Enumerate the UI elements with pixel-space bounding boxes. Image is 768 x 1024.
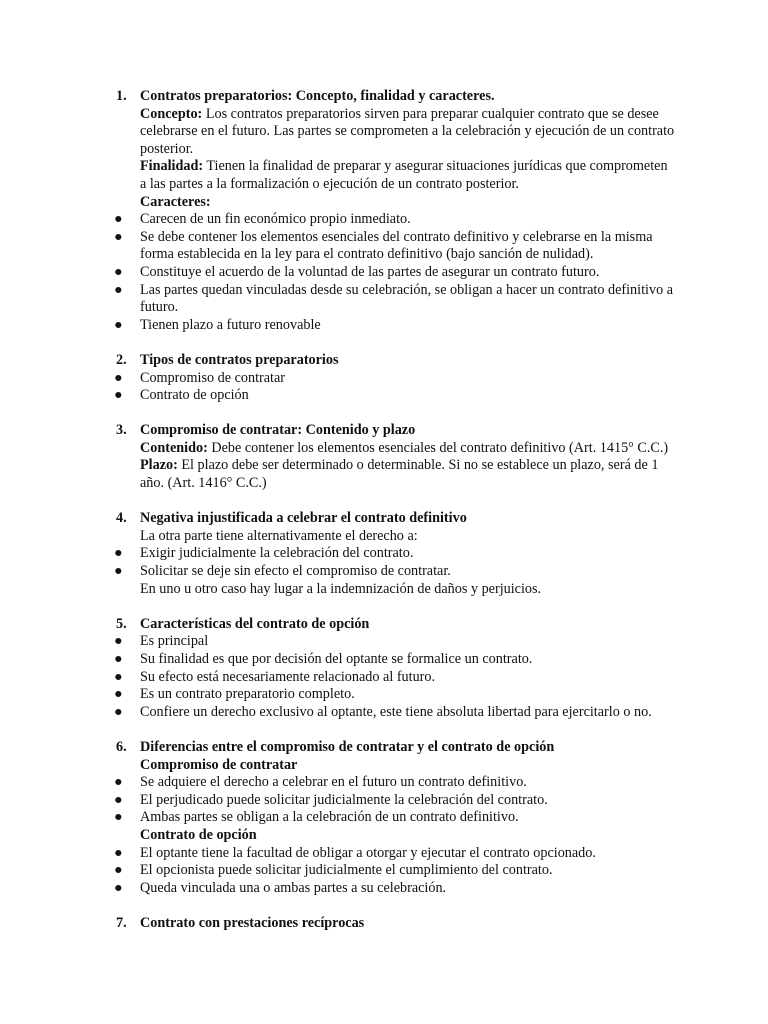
bullet-icon: ● <box>114 879 123 896</box>
section-number: 2. <box>116 351 127 368</box>
section-number: 3. <box>116 422 127 439</box>
section-2-heading <box>113 352 708 370</box>
section-title: Tipos de contratos preparatorios <box>140 351 339 368</box>
label-concepto: Concepto: <box>140 105 203 122</box>
bullet-icon: ● <box>114 387 123 404</box>
paragraph-contenido: Contenido: Debe contener los elementos esenciales del contrato definitivo (Art. 1415° C.C.) <box>140 439 669 456</box>
list-item: ● Las partes quedan vinculadas desde su celebración, se obligan a hacer un contrato definitivo a <box>114 281 674 298</box>
list-item: ● Compromiso de contratar <box>114 369 285 386</box>
list-item: ● Es principal <box>114 633 209 650</box>
list-item: ● Se adquiere el derecho a celebrar en el futuro un contrato definitivo. <box>114 774 527 791</box>
list-item: ● El perjudicado puede solicitar judicialmente la celebración del contrato. <box>114 791 548 808</box>
section-number: 1. <box>116 88 127 104</box>
section-number: 6. <box>116 738 127 755</box>
section-1-heading <box>113 88 708 106</box>
list-item: ● Queda vinculada una o ambas partes a su celebración. <box>114 879 447 896</box>
bullet-icon: ● <box>114 228 123 245</box>
subheading-compromiso: Compromiso de contratar <box>140 756 298 773</box>
bullet-icon: ● <box>114 703 123 720</box>
section-title: Características del contrato de opción <box>140 615 370 632</box>
bullet-icon: ● <box>114 281 123 298</box>
section-3-heading <box>113 422 708 440</box>
section-title: Contratos preparatorios: Concepto, finalidad y caracteres. <box>140 88 495 104</box>
bullet-icon: ● <box>114 369 123 386</box>
label-plazo: Plazo: <box>140 457 178 474</box>
bullet-icon: ● <box>114 316 123 333</box>
bullet-icon: ● <box>114 651 123 667</box>
bullet-icon: ● <box>114 211 123 228</box>
bullet-icon: ● <box>114 633 123 650</box>
list-item: ● Ambas partes se obligan a la celebración de un contrato definitivo. <box>114 809 519 826</box>
section-title: Diferencias entre el compromiso de contratar y el contrato de opción <box>140 738 555 755</box>
bullet-icon: ● <box>114 545 123 562</box>
section-number: 5. <box>116 615 127 632</box>
bullet-icon: ● <box>114 844 123 861</box>
list-item: ● Solicitar se deje sin efecto el compromiso de contratar. <box>114 563 451 580</box>
section-title: Negativa injustificada a celebrar el contrato definitivo <box>140 510 467 527</box>
section-5-heading <box>113 616 708 634</box>
bullet-icon: ● <box>114 686 123 703</box>
bullet-icon: ● <box>114 774 123 791</box>
bullet-icon: ● <box>114 263 123 280</box>
section-title: Compromiso de contratar: Contenido y plazo <box>140 422 416 439</box>
list-item: ● Su efecto está necesariamente relacionado al futuro. <box>114 668 436 685</box>
bullet-icon: ● <box>114 791 123 808</box>
section-6-heading <box>113 739 708 757</box>
label-finalidad: Finalidad: <box>140 158 204 175</box>
paragraph-concepto: Concepto: Los contratos preparatorios sirven para preparar cualquier contrato que se desee <box>140 105 659 122</box>
list-item: ● Contrato de opción <box>114 387 249 404</box>
list-item: ● El optante tiene la facultad de obligar a otorgar y ejecutar el contrato opcionado. <box>114 844 596 861</box>
list-item: ● Exigir judicialmente la celebración del contrato. <box>114 545 414 562</box>
document-page: 1. Contratos preparatorios: Concepto, finalidad y caracteres. Concepto: Los contratos preparatorios sirven para preparar cualquier contrato que se desee celebrarse en el futuro. Las partes se comprometen a la celebración y ejecución de un contrato posterior. Finalidad: Tienen la finalidad de preparar y asegurar situaciones jurídicas que comprometen a las partes a la formalización o ejecución de un contrato posterior. Caracteres: ● Carecen de un fin económico propio inmediato. ● Se debe contener los elementos esenciales del contrato definitivo y celebrarse en la misma forma establecida en la ley para el contrato definitivo (bajo sanción de nulidad). ● Constituye el acuerdo de la voluntad de las partes de asegurar un contrato futuro. ● Las partes quedan vinculadas desde su celebración, se obligan a hacer un contrato definitivo a futuro. ● Tienen plazo a futuro renovable 2. Tipos de contratos preparatorios ● Compromiso de contratar ● Contrato de opción 3. Compromiso de contratar: Contenido y plazo Contenido: Debe contener los elementos esenciales del contrato definitivo (Art. 1415° C.C.) Plazo: El plazo debe ser determinado o determinable. Si no se establece un plazo, será de 1 año. (Art. 1416° C.C.) 4. Negativa injustificada a celebrar el contrato definitivo La otra parte tiene alternativamente el derecho a: ● Exigir judicialmente la celebración del contrato. ● Solicitar se deje sin efecto el compromiso de contratar. En uno u otro caso hay lugar a la indemnización de daños y perjuicios. 5. Características del contrato de opción ● Es principal ● Su finalidad es que por decisión del optante se formalice un contrato. ● Su efecto está necesariamente relacionado al futuro. ● Es un contrato preparatorio completo. ● Confiere un derecho exclusivo al optante, este tiene absoluta libertad para ejercitarlo o no. 6. Diferencias entre el compromiso de contratar y el contrato de opción Compromiso de contratar ● Se adquiere el derecho a celebrar en el futuro un contrato definitivo. ● El perjudicado puede solicitar judicialmente la celebración del contrato. ● Ambas partes se obligan a la celebración de un contrato definitivo. Contrato de opción ● El optante tiene la facultad de obligar a otorgar y ejecutar el contrato opcionado. ● El opcionista puede solicitar judicialmente el cumplimiento del contrato. ● Queda vinculada una o ambas partes a su celebración. 7. Contrato con prestaciones recíprocas <box>0 0 768 933</box>
list-item: ● Confiere un derecho exclusivo al optante, este tiene absoluta libertad para ejercitarlo o no. <box>114 703 652 720</box>
section-number: 4. <box>116 510 127 527</box>
bullet-icon: ● <box>114 809 123 826</box>
paragraph-plazo: Plazo: El plazo debe ser determinado o determinable. Si no se establece un plazo, será de 1 <box>140 457 659 474</box>
label-caracteres: Caracteres: <box>140 193 211 210</box>
bullet-icon: ● <box>114 862 123 879</box>
label-contenido: Contenido: <box>140 439 208 456</box>
list-item: ● Es un contrato preparatorio completo. <box>114 686 355 703</box>
list-item: ● Carecen de un fin económico propio inmediato. <box>114 211 411 228</box>
section-number: 7. <box>116 914 127 931</box>
paragraph-text: En uno u otro caso hay lugar a la indemnización de daños y perjuicios. <box>140 580 542 597</box>
paragraph-text: La otra parte tiene alternativamente el derecho a: <box>140 527 418 544</box>
list-item: ● Se debe contener los elementos esenciales del contrato definitivo y celebrarse en la misma <box>114 228 653 245</box>
list-item: ● Constituye el acuerdo de la voluntad de las partes de asegurar un contrato futuro. <box>114 263 600 280</box>
section-title: Contrato con prestaciones recíprocas <box>140 914 365 931</box>
section-4-heading <box>113 510 708 528</box>
list-item: ● Tienen plazo a futuro renovable <box>114 316 321 333</box>
bullet-icon: ● <box>114 563 123 580</box>
subheading-opcion: Contrato de opción <box>140 826 257 843</box>
section-7-heading <box>113 915 708 933</box>
list-item: ● El opcionista puede solicitar judicialmente el cumplimiento del contrato. <box>114 862 553 879</box>
bullet-icon: ● <box>114 668 123 685</box>
paragraph-finalidad: Finalidad: Tienen la finalidad de preparar y asegurar situaciones jurídicas que comprometen <box>140 158 668 175</box>
list-item: ● Su finalidad es que por decisión del optante se formalice un contrato. <box>114 651 533 667</box>
